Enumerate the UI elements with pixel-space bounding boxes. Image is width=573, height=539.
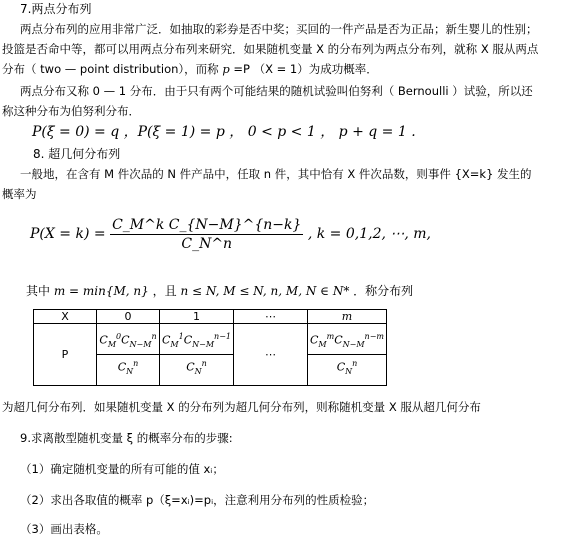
text-segment: 分布（ two — point distribution），而称 [2,62,219,76]
section8-paragraph-line: 为超几何分布列．如果随机变量 X 的分布列为超几何分布列，则称随机变量 X 服从超几何分布 [2,400,481,414]
hypergeometric-distribution-table [33,309,387,386]
text-segment: 其中 [26,284,51,298]
formula-lhs: P(X = k) = [30,226,106,242]
table-header-cell: 1 [160,310,234,324]
table-cell: ⋯ [234,324,308,386]
section7-paragraph-line: 称这种分布为伯努利分布． [2,104,140,118]
section7-paragraph-line: 投篮是否命中等，都可以用两点分布列来研究．如果随机变量 X 的分布列为两点分布列，就称 X 服从两点 [2,42,539,56]
text-segment: ．称分布列 [353,284,414,298]
section9-step: （3）画出表格。 [20,522,108,536]
table-header-cell: m [308,310,387,324]
two-point-formula: P(ξ = 0) = q ，P(ξ = 1) = p ， 0 < p < 1 ， p + q = 1 . [32,124,416,140]
section7-heading: 7.两点分布列 [20,2,92,16]
table-cell: $\frac{C_M^1C_{N-M}^{n-1}}{C_N^n}$ [160,324,234,386]
math-segment: n ≤ N, M ≤ N, n, M, N ∈ N* [180,284,350,298]
formula-numerator: C_M^k C_{N−M}^{n−k} [112,216,302,233]
text-segment: =P （X = 1）为成功概率． [233,62,378,76]
math-p: p [222,62,230,76]
section7-paragraph-line: 两点分布又称 0 — 1 分布．由于只有两个可能结果的随机试验叫伯努利（ Bernoulli ）试验，所以还 [20,84,533,98]
math-segment: m = min{M, n} [53,284,149,298]
text-segment: ，且 [152,284,177,298]
table-row [34,324,387,386]
section9-step: （2）求出各取值的概率 p（ξ=xᵢ)=pᵢ，注意利用分布列的性质检验； [20,493,375,507]
table-header-cell: ⋯ [234,310,308,324]
table-row-label: P [34,324,97,386]
formula-fraction [110,216,303,253]
section9-heading: 9.求离散型随机变量 ξ 的概率分布的步骤: [20,431,233,445]
section8-heading: 8. 超几何分布列 [33,147,121,161]
table-header-cell: 0 [97,310,160,324]
condition-line [26,284,413,298]
hypergeometric-formula [30,214,431,256]
section8-paragraph-line: 一般地，在含有 M 件次品的 N 件产品中，任取 n 件，其中恰有 X 件次品数，则事件 {X=k} 发生的 [20,167,532,181]
table-header-cell: X [34,310,97,324]
formula-rhs: , k = 0,1,2, ⋯, m, [307,226,432,242]
section9-step: （1）确定随机变量的所有可能的值 xᵢ； [20,462,224,476]
table-cell: $\frac{C_M^mC_{N-M}^{n-m}}{C_N^n}$ [308,324,387,386]
section7-paragraph-line [2,62,378,76]
formula-denominator: C_N^n [181,235,233,252]
table-cell: $\frac{C_M^0C_{N-M}^n}{C_N^n}$ [97,324,160,386]
table-row [34,310,387,324]
section7-paragraph-line: 两点分布列的应用非常广泛．如抽取的彩券是否中奖；买回的一件产品是否为正品；新生婴儿的性别； [20,22,538,36]
section8-paragraph-line: 概率为 [2,187,37,201]
